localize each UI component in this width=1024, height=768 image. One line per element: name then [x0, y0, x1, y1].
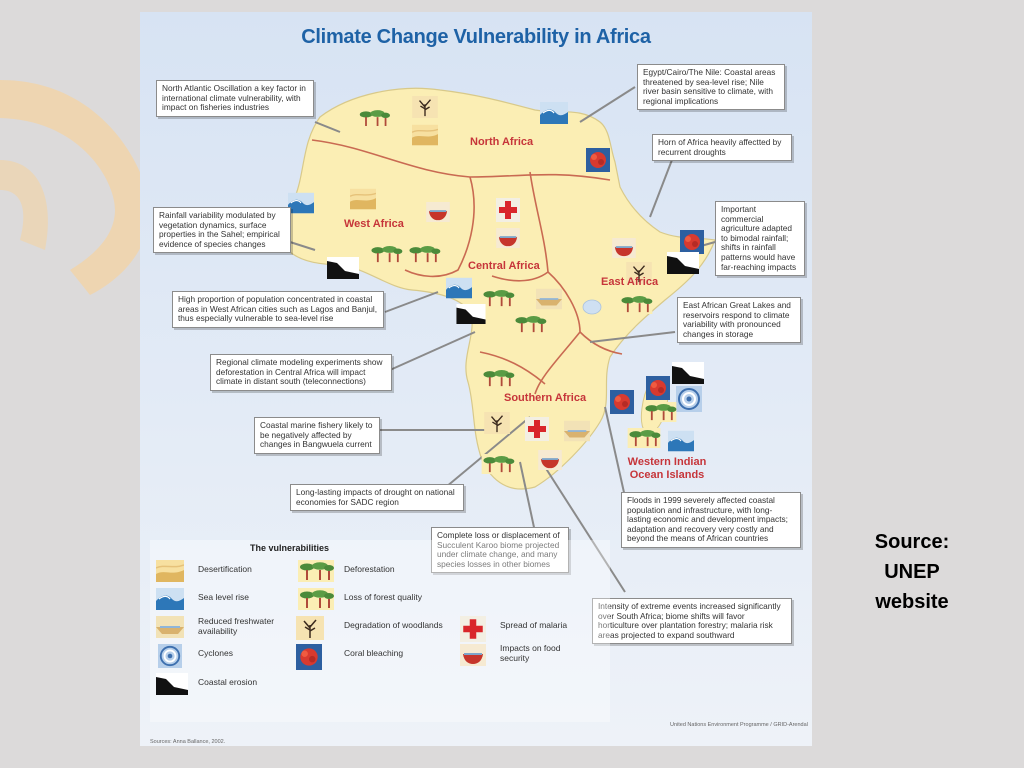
coastal-erosion-icon: [156, 673, 188, 695]
deforestation-icon: [358, 108, 390, 128]
malaria-icon: [496, 198, 520, 222]
legend-item-malaria: [460, 616, 610, 642]
legend-label: Spread of malaria: [500, 620, 568, 630]
callout-floods: Floods in 1999 severely affected coastal population and infrastructure, with long-lasting economic and development impacts; adaptation and recovery very costly and beyond the means of African countries: [621, 492, 801, 548]
freshwater-icon: [536, 289, 562, 309]
deforestation-icon: [370, 244, 403, 264]
region-label-west-africa: West Africa: [344, 218, 404, 230]
malaria-icon: [460, 616, 486, 642]
map-title: Climate Change Vulnerability in Africa: [301, 26, 651, 48]
food-security-icon: [612, 238, 636, 258]
coastal-erosion-icon: [667, 252, 699, 274]
legend-item-desertification: [156, 560, 306, 586]
coral-icon: [610, 390, 634, 414]
deforestation-icon: [620, 294, 653, 314]
coral-icon: [586, 148, 610, 172]
legend-label: Impacts on food security: [500, 643, 561, 663]
coastal-erosion-icon: [456, 304, 485, 324]
callout-horn: Horn of Africa heavily affectted by recurrent droughts: [652, 134, 792, 161]
legend-label: Degradation of woodlands: [344, 620, 443, 630]
forest-quality-icon: [628, 428, 661, 448]
source-caption: [842, 527, 982, 617]
legend-item-woodlands: [296, 616, 446, 642]
source-line-1: Source:: [874, 531, 950, 553]
callout-bangwuela: Coastal marine fishery likely to be negatively affected by changes in Bangwuela current: [254, 417, 380, 454]
coastal-erosion-icon: [672, 362, 704, 384]
coral-icon: [646, 376, 670, 400]
legend-item-freshwater: [156, 616, 306, 642]
malaria-icon: [525, 417, 549, 441]
sea-level-rise-icon: [446, 278, 472, 298]
woodland-icon: [412, 96, 438, 118]
coral-icon: [680, 230, 704, 254]
callout-sahel: Rainfall variability modulated by vegetation dynamics, surface properties in the Sahel; empirical evidence of species changes: [153, 207, 291, 253]
callout-sadc: Long-lasting impacts of drought on national economies for SADC region: [290, 484, 464, 511]
legend-label: Loss of forest quality: [344, 592, 422, 602]
legend-label: Deforestation: [344, 564, 395, 574]
source-line-3: website: [875, 591, 949, 613]
region-label-central-africa: Central Africa: [468, 260, 540, 272]
legend: [150, 540, 610, 722]
deforestation-icon: [296, 560, 336, 582]
deforestation-icon: [482, 368, 515, 388]
legend-item-cyclones: [156, 644, 306, 670]
callout-commercial: Important commercial agriculture adapted to bimodal rainfall; shifts in rainfall patterns would have far-reaching impacts: [715, 201, 805, 276]
callout-central-model: Regional climate modeling experiments show deforestation in Central Africa will impact climate in distant south (teleconnections): [210, 354, 392, 391]
coastal-erosion-icon: [327, 257, 359, 279]
coral-icon: [296, 644, 322, 670]
food-security-icon: [496, 228, 520, 248]
lake-victoria: [583, 300, 601, 314]
freshwater-icon: [156, 616, 184, 638]
callout-lagos: High proportion of population concentrated in coastal areas in West African cities such as Lagos and Banjul, thus especially vulnerable to sea-level rise: [172, 291, 384, 328]
forest-quality-icon: [514, 314, 547, 334]
food-security-icon: [460, 644, 486, 666]
forest-quality-icon: [482, 454, 515, 474]
woodland-icon: [484, 412, 510, 434]
legend-item-coastal-erosion: [156, 673, 306, 699]
region-label-indian-ocean-line1: Western Indian: [627, 456, 707, 468]
legend-item-coral: [296, 644, 446, 670]
sources-note: Sources: Anna Ballance, 2002.: [150, 739, 226, 745]
legend-title: The vulnerabilities: [250, 543, 330, 553]
legend-item-sea-level-rise: [156, 588, 306, 614]
callout-egypt: Egypt/Cairo/The Nile: Coastal areas threatened by sea-level rise; Nile river basin sensitive to climate, with regional implications: [637, 64, 785, 110]
credit-note: United Nations Environment Programme / GRID-Arendal: [670, 722, 808, 728]
deforestation-icon: [644, 402, 677, 422]
region-label-north-africa: North Africa: [470, 136, 534, 148]
legend-label: Cyclones: [198, 648, 233, 658]
food-security-icon: [538, 450, 562, 470]
legend-label: Sea level rise: [198, 592, 250, 602]
region-label-southern-africa: Southern Africa: [504, 392, 587, 404]
woodland-icon: [296, 616, 324, 640]
sea-level-rise-icon: [156, 588, 184, 610]
callout-karoo: Complete loss or displacement of Succulent Karoo biome projected under climate change, and many species losses in other biomes: [431, 527, 569, 573]
callout-great-lakes: East African Great Lakes and reservoirs respond to climate variability with pronounced changes in storage: [677, 297, 801, 343]
source-line-2: UNEP: [884, 561, 940, 583]
deforestation-icon: [482, 288, 515, 308]
desertification-icon: [412, 125, 438, 145]
legend-label: Reduced freshwater availability: [198, 616, 275, 636]
region-label-east-africa: East Africa: [601, 276, 659, 288]
cyclone-icon: [676, 386, 702, 412]
legend-item-deforestation: [296, 560, 446, 586]
legend-item-food-security: [460, 644, 610, 670]
desertification-icon: [156, 560, 184, 582]
legend-label: Desertification: [198, 564, 252, 574]
freshwater-icon: [564, 421, 590, 441]
forest-quality-icon: [408, 244, 441, 264]
callout-extreme: Intensity of extreme events increased significantly over South Africa; biome shifts will favor horticulture over plantation forestry; malaria risk areas projected to expand southward: [592, 598, 792, 644]
sea-level-rise-icon: [288, 193, 314, 213]
sea-level-rise-icon: [540, 102, 568, 124]
legend-label: Coral bleaching: [344, 648, 404, 658]
map-panel: [140, 12, 812, 746]
region-label-indian-ocean-line2: Ocean Islands: [629, 469, 705, 481]
sea-level-rise-icon: [668, 431, 694, 451]
legend-item-forest-quality: [296, 588, 446, 614]
callout-nao: North Atlantic Oscillation a key factor in international climate vulnerability, with impact on fisheries industries: [156, 80, 314, 117]
forest-quality-icon: [296, 588, 336, 610]
cyclone-icon: [156, 644, 184, 668]
legend-label: Coastal erosion: [198, 677, 258, 687]
desertification-icon: [350, 189, 376, 209]
food-security-icon: [426, 202, 450, 222]
